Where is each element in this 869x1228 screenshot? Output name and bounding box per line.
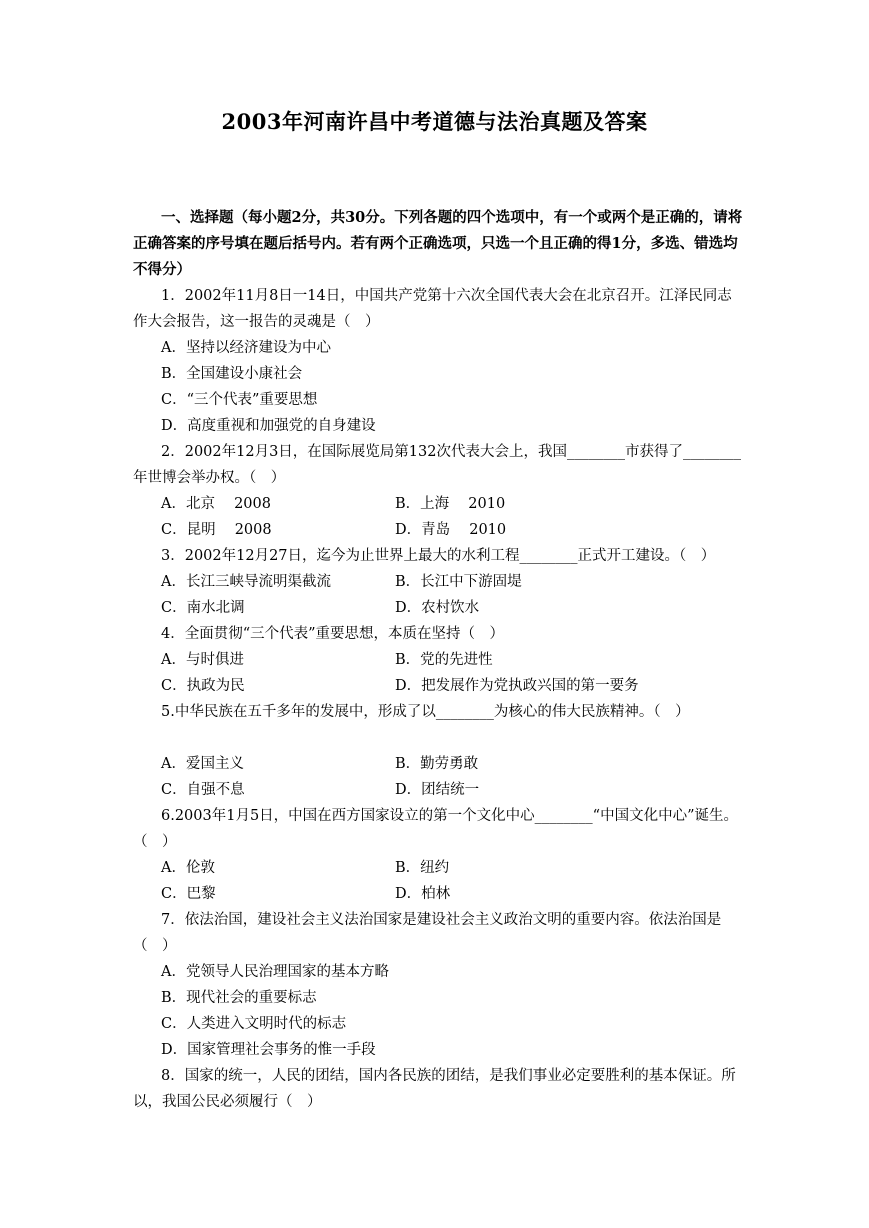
page-title: 2003年河南许昌中考道德与法治真题及答案	[221, 109, 648, 134]
q2-option-b: B．上海 2010	[395, 496, 506, 512]
q2-options-row-2	[133, 517, 743, 543]
q5-option-b: B．勤劳勇敢	[395, 756, 479, 772]
q1-option-d: D．高度重视和加强党的自身建设	[161, 418, 376, 434]
question-2: 2．2002年12月3日，在国际展览局第132次代表大会上，我国________市获得了________年世博会举办权。（ ）	[133, 444, 741, 486]
q7-option-a: A．党领导人民治理国家的基本方略	[161, 964, 389, 980]
q7-option-b: B．现代社会的重要标志	[161, 990, 317, 1006]
q6-option-b: B．纽约	[395, 860, 450, 876]
q1-option-b: B．全国建设小康社会	[161, 366, 303, 382]
q6-option-d: D．柏林	[395, 886, 451, 902]
document-body	[133, 205, 743, 1115]
q6-option-c: C．巴黎	[161, 886, 216, 902]
q7-option-d: D．国家管理社会事务的惟一手段	[161, 1042, 376, 1058]
question-8: 8．国家的统一，人民的团结，国内各民族的团结，是我们事业必定要胜利的基本保证。所以，我国公民必须履行（ ）	[133, 1068, 736, 1110]
section-heading: 一、选择题（每小题2分，共30分。下列各题的四个选项中，有一个或两个是正确的，请将正确答案的序号填在题后括号内。若有两个正确选项，只选一个且正确的得1分，多选、错选均不得分）	[133, 209, 743, 278]
question-5: 5.中华民族在五千多年的发展中，形成了以________为核心的伟大民族精神。（ ）	[161, 704, 690, 720]
q4-options-row-2	[133, 673, 743, 699]
q2-option-d: D．青岛 2010	[395, 522, 507, 538]
q5-options-row-1	[133, 751, 743, 777]
q1-option-a: A．坚持以经济建设为中心	[161, 340, 331, 356]
q4-option-c: C．执政为民	[161, 678, 245, 694]
question-6: 6.2003年1月5日，中国在西方国家设立的第一个文化中心________“中国文化中心”诞生。（ ）	[133, 808, 739, 850]
question-1: 1．2002年11月8日一14日，中国共产党第十六次全国代表大会在北京召开。江泽民同志作大会报告，这一报告的灵魂是（ ）	[133, 288, 732, 330]
q4-option-a: A．与时俱进	[161, 652, 244, 668]
q3-options-row-1	[133, 569, 743, 595]
q6-option-a: A．伦敦	[161, 860, 215, 876]
q2-options-row-1	[133, 491, 743, 517]
q4-options-row-1	[133, 647, 743, 673]
q5-option-c: C．自强不息	[161, 782, 245, 798]
blank-line	[133, 725, 743, 751]
q2-option-c: C．昆明 2008	[161, 522, 272, 538]
q5-options-row-2	[133, 777, 743, 803]
q4-option-b: B．党的先进性	[395, 652, 493, 668]
question-4: 4．全面贯彻“三个代表”重要思想，本质在坚持（ ）	[161, 626, 505, 642]
q4-option-d: D．把发展作为党执政兴国的第一要务	[395, 678, 639, 694]
q5-option-d: D．团结统一	[395, 782, 480, 798]
q2-option-a: A．北京 2008	[161, 496, 271, 512]
q7-option-c: C．人类进入文明时代的标志	[161, 1016, 347, 1032]
q6-options-row-1	[133, 855, 743, 881]
q1-option-c: C．“三个代表”重要思想	[161, 392, 318, 408]
question-7: 7．依法治国，建设社会主义法治国家是建设社会主义政治文明的重要内容。依法治国是（ ）	[133, 912, 722, 954]
q3-option-a: A．长江三峡导流明渠截流	[161, 574, 331, 590]
q5-option-a: A．爱国主义	[161, 756, 244, 772]
question-3: 3．2002年12月27日，迄今为止世界上最大的水利工程________正式开工建设。（ ）	[161, 548, 716, 564]
q3-option-c: C．南水北调	[161, 600, 245, 616]
q3-option-b: B．长江中下游固堤	[395, 574, 522, 590]
q3-options-row-2	[133, 595, 743, 621]
q3-option-d: D．农村饮水	[395, 600, 480, 616]
q6-options-row-2	[133, 881, 743, 907]
